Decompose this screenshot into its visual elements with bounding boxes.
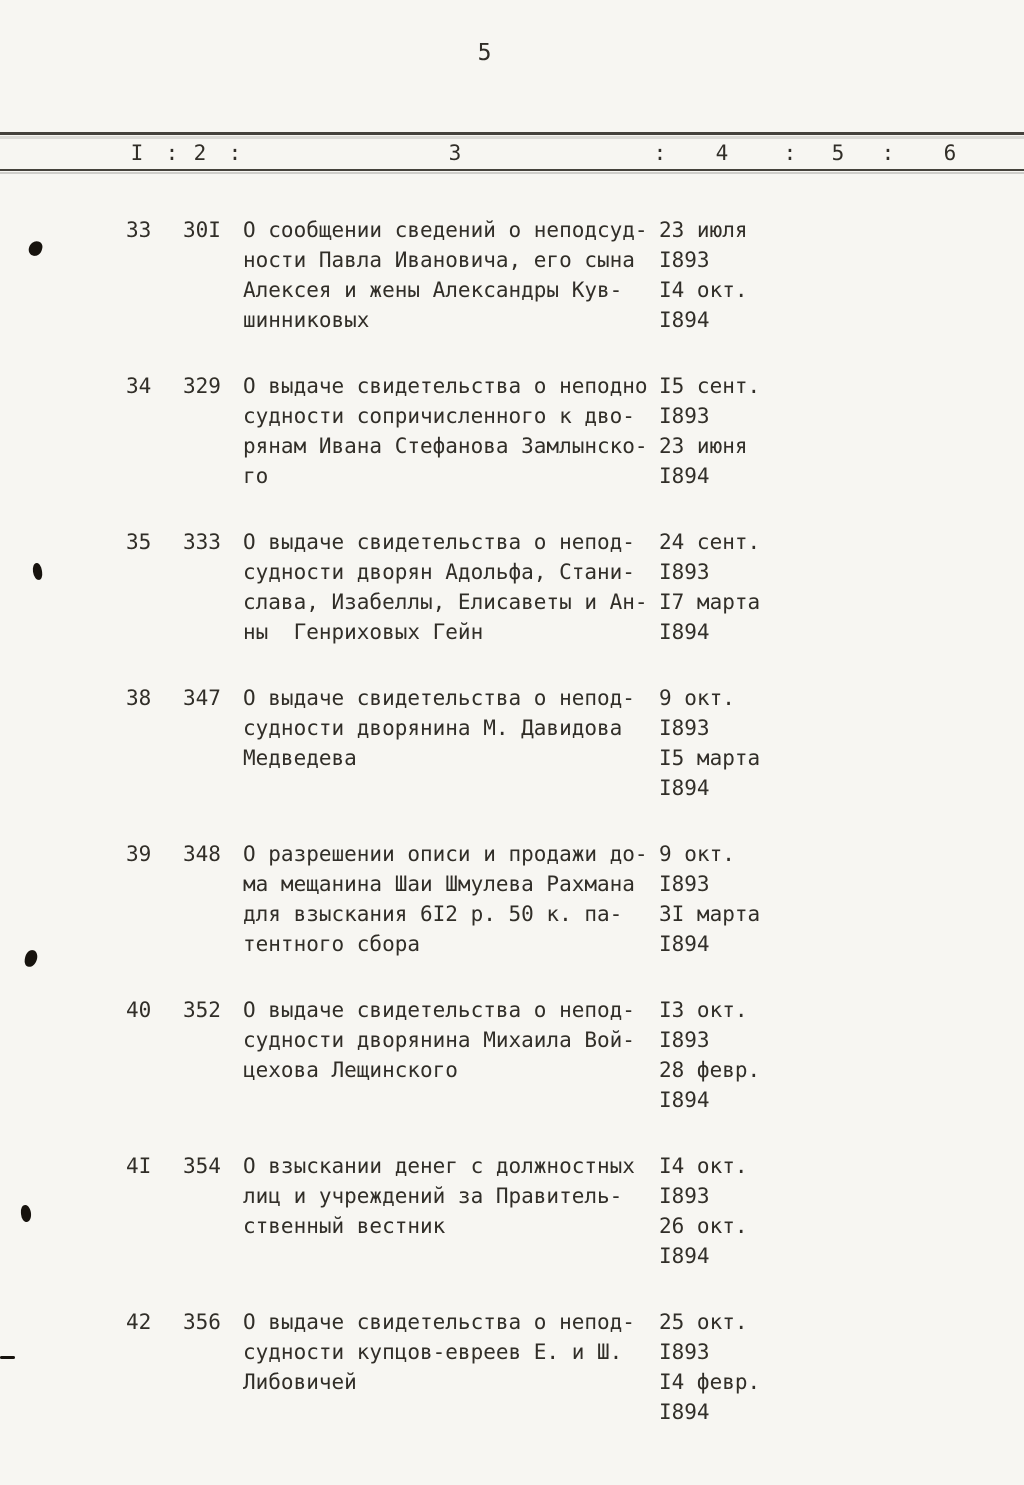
- description-line: О разрешении описи и продажи до-: [243, 842, 648, 866]
- entry-number: 42: [126, 1310, 152, 1334]
- date-line: I894: [659, 620, 710, 644]
- description-line: лиц и учреждений за Правитель-: [243, 1184, 623, 1208]
- date-line: 23 июля: [659, 218, 748, 242]
- entry-description: [243, 371, 659, 491]
- header-col-2: 2: [193, 141, 207, 165]
- date-line: I894: [659, 932, 710, 956]
- header-col-4: 4: [715, 141, 729, 165]
- entry-dates: [659, 527, 1024, 647]
- date-line: I4 окт.: [659, 278, 748, 302]
- description-line: судности дворян Адольфа, Стани-: [243, 560, 635, 584]
- table-row: [0, 1307, 1024, 1427]
- entry-description: [243, 1307, 659, 1397]
- table-row: [0, 215, 1024, 335]
- table-row: [0, 995, 1024, 1115]
- header-separator: :: [165, 141, 179, 165]
- description-line: судности дворянина Михаила Вой-: [243, 1028, 635, 1052]
- entry-description: [243, 683, 659, 773]
- date-line: I3 окт.: [659, 998, 748, 1022]
- pencil-dash: [0, 1356, 15, 1359]
- date-line: I4 февр.: [659, 1370, 761, 1394]
- date-line: I5 марта: [659, 746, 761, 770]
- description-line: Алексея и жены Александры Кув-: [243, 278, 623, 302]
- date-line: I894: [659, 464, 710, 488]
- date-line: 24 сент.: [659, 530, 761, 554]
- table-header-row: [0, 141, 1024, 169]
- table-top-rule: [0, 132, 1024, 135]
- date-line: I894: [659, 776, 710, 800]
- date-line: I7 марта: [659, 590, 761, 614]
- header-separator: :: [228, 141, 242, 165]
- date-line: I894: [659, 1400, 710, 1424]
- header-col-3: 3: [448, 141, 462, 165]
- date-line: I893: [659, 872, 710, 896]
- date-line: 9 окт.: [659, 686, 735, 710]
- table-row: [0, 683, 1024, 803]
- description-line: О выдаче свидетельства о неподно: [243, 374, 648, 398]
- file-number: 348: [183, 842, 221, 866]
- description-line: О выдаче свидетельства о непод-: [243, 686, 635, 710]
- date-line: 23 июня: [659, 434, 748, 458]
- header-col-1: I: [130, 141, 144, 165]
- entry-number: 4I: [126, 1154, 152, 1178]
- date-line: I893: [659, 560, 710, 584]
- date-line: I894: [659, 1244, 710, 1268]
- description-line: судности дворянина М. Давидова: [243, 716, 623, 740]
- date-line: I5 сент.: [659, 374, 761, 398]
- description-line: ности Павла Ивановича, его сына: [243, 248, 635, 272]
- page-number: 5: [477, 40, 493, 66]
- entry-dates: [659, 839, 1024, 959]
- entry-dates: [659, 371, 1024, 491]
- entries-list: [0, 215, 1024, 1463]
- header-separator: :: [783, 141, 797, 165]
- entry-dates: [659, 215, 1024, 335]
- table-row: [0, 839, 1024, 959]
- date-line: I893: [659, 716, 710, 740]
- entry-dates: [659, 1307, 1024, 1427]
- description-line: судности купцов-евреев Е. и Ш.: [243, 1340, 623, 1364]
- description-line: тентного сбора: [243, 932, 421, 956]
- description-line: ны Генриховых Гейн: [243, 620, 484, 644]
- date-line: I893: [659, 248, 710, 272]
- header-separator: :: [653, 141, 667, 165]
- entry-description: [243, 995, 659, 1085]
- description-line: О выдаче свидетельства о непод-: [243, 998, 635, 1022]
- description-line: ма мещанина Шаи Шмулева Рахмана: [243, 872, 635, 896]
- entry-description: [243, 1151, 659, 1241]
- entry-number: 39: [126, 842, 152, 866]
- entry-number: 33: [126, 218, 152, 242]
- date-line: I893: [659, 1028, 710, 1052]
- date-line: I894: [659, 1088, 710, 1112]
- description-line: ственный вестник: [243, 1214, 446, 1238]
- description-line: го: [243, 464, 269, 488]
- date-line: I893: [659, 1184, 710, 1208]
- entry-number: 38: [126, 686, 152, 710]
- date-line: 26 окт.: [659, 1214, 748, 1238]
- file-number: 329: [183, 374, 221, 398]
- table-header-rule: [0, 169, 1024, 171]
- file-number: 30I: [183, 218, 221, 242]
- entry-description: [243, 215, 659, 335]
- entry-dates: [659, 995, 1024, 1115]
- description-line: слава, Изабеллы, Елисаветы и Ан-: [243, 590, 648, 614]
- header-col-6: 6: [943, 141, 957, 165]
- entry-dates: [659, 683, 1024, 803]
- table-row: [0, 1151, 1024, 1271]
- date-line: 28 февр.: [659, 1058, 761, 1082]
- entry-number: 34: [126, 374, 152, 398]
- file-number: 354: [183, 1154, 221, 1178]
- date-line: I893: [659, 404, 710, 428]
- description-line: О сообщении сведений о неподсуд-: [243, 218, 648, 242]
- date-line: 25 окт.: [659, 1310, 748, 1334]
- description-line: Либовичей: [243, 1370, 357, 1394]
- date-line: 9 окт.: [659, 842, 735, 866]
- file-number: 347: [183, 686, 221, 710]
- table-row: [0, 371, 1024, 491]
- date-line: I894: [659, 308, 710, 332]
- description-line: шинниковых: [243, 308, 370, 332]
- description-line: судности сопричисленного к дво-: [243, 404, 635, 428]
- entry-description: [243, 527, 659, 647]
- description-line: Медведева: [243, 746, 357, 770]
- header-col-5: 5: [831, 141, 845, 165]
- file-number: 333: [183, 530, 221, 554]
- date-line: I893: [659, 1340, 710, 1364]
- date-line: 3I марта: [659, 902, 761, 926]
- description-line: для взыскания 6I2 р. 50 к. па-: [243, 902, 623, 926]
- description-line: рянам Ивана Стефанова Замлынско-: [243, 434, 648, 458]
- file-number: 352: [183, 998, 221, 1022]
- description-line: цехова Лещинского: [243, 1058, 458, 1082]
- entry-number: 40: [126, 998, 152, 1022]
- header-separator: :: [881, 141, 895, 165]
- description-line: О взыскании денег с должностных: [243, 1154, 635, 1178]
- description-line: О выдаче свидетельства о непод-: [243, 1310, 635, 1334]
- description-line: О выдаче свидетельства о непод-: [243, 530, 635, 554]
- entry-number: 35: [126, 530, 152, 554]
- file-number: 356: [183, 1310, 221, 1334]
- date-line: I4 окт.: [659, 1154, 748, 1178]
- entry-dates: [659, 1151, 1024, 1271]
- entry-description: [243, 839, 659, 959]
- table-row: [0, 527, 1024, 647]
